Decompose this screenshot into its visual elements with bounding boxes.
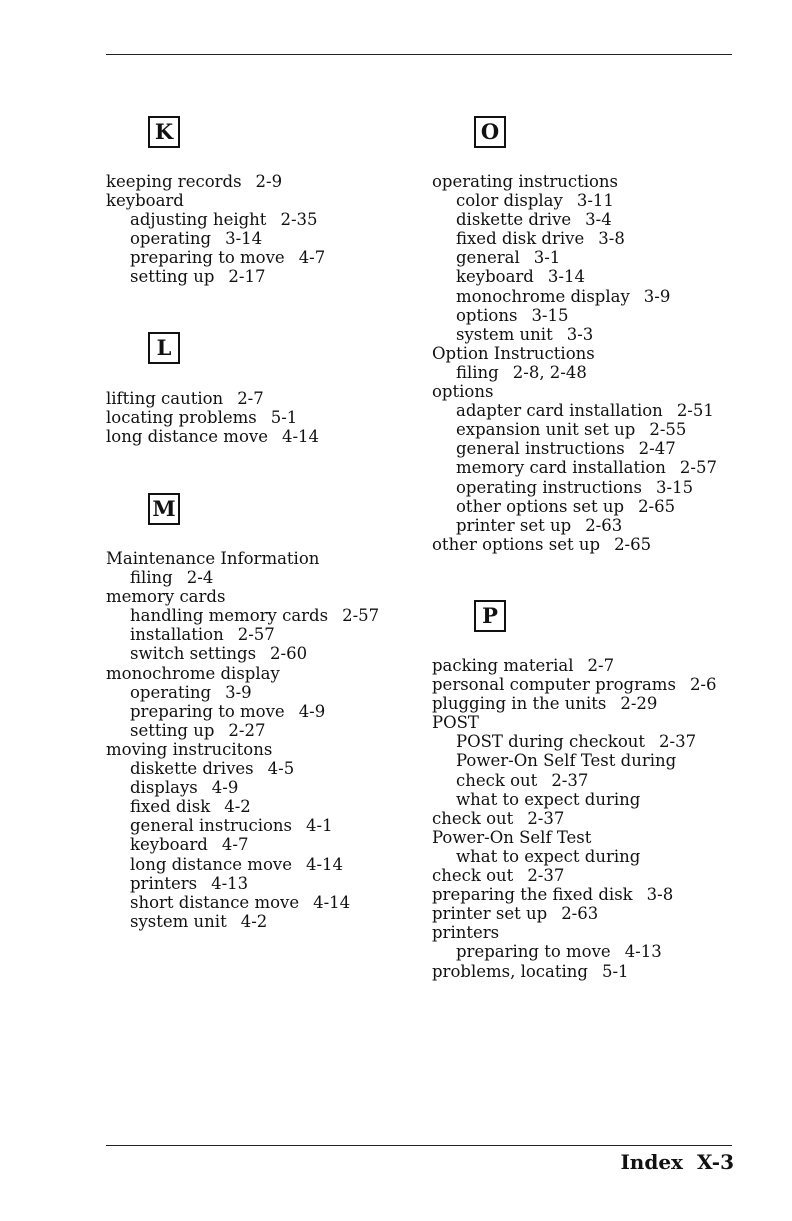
entry-page: 4-13 <box>211 873 249 893</box>
entry-term: general <box>456 248 520 268</box>
index-subentry <box>432 401 762 420</box>
entry-term: fixed disk <box>130 797 211 817</box>
index-subentry <box>106 606 436 625</box>
index-entry <box>432 962 762 981</box>
index-subentry <box>106 683 436 702</box>
index-subentry <box>432 439 762 458</box>
entry-term: monochrome display <box>106 663 280 683</box>
entry-term: diskette drives <box>130 759 254 779</box>
entry-term: moving instrucitons <box>106 739 273 759</box>
index-section-m <box>106 549 436 931</box>
entry-term: general instructions <box>456 439 625 459</box>
entry-term: other options set up <box>456 496 625 516</box>
entry-page: 3-8 <box>598 229 625 249</box>
entry-page: 4-7 <box>221 835 249 855</box>
entry-page: 4-14 <box>305 854 344 874</box>
index-subentry <box>106 797 436 816</box>
entry-page: 2-37 <box>527 808 565 828</box>
entry-term: short distance move <box>130 892 300 912</box>
entry-term: printers <box>432 923 500 943</box>
index-subentry <box>432 363 762 382</box>
entry-term: filing <box>456 362 499 382</box>
index-subentry <box>432 248 762 267</box>
entry-page: 3-9 <box>225 682 252 702</box>
entry-page: 2-7 <box>587 656 615 675</box>
index-subentry <box>432 210 762 229</box>
index-subentry <box>432 497 762 516</box>
index-section-p <box>432 656 762 981</box>
index-subentry <box>432 191 762 210</box>
entry-term: preparing to move <box>456 942 611 962</box>
index-subentry <box>432 325 762 344</box>
index-entry <box>432 923 762 942</box>
entry-term: fixed disk drive <box>456 229 585 249</box>
entry-term: keyboard <box>456 267 534 287</box>
entry-term: Maintenance Information <box>106 549 320 568</box>
entry-term: what to expect during <box>456 789 641 809</box>
entry-term: memory card installation <box>456 458 666 478</box>
index-subentry <box>106 835 436 854</box>
entry-term: adapter card installation <box>456 401 663 421</box>
entry-term: operating <box>130 229 212 249</box>
index-entry <box>432 885 762 904</box>
index-entry <box>432 172 762 191</box>
entry-page: 2-27 <box>228 720 266 740</box>
entry-page: 2-4 <box>186 568 214 588</box>
entry-term: keyboard <box>130 835 208 855</box>
entry-page: 2-37 <box>659 732 697 752</box>
index-subentry <box>106 702 436 721</box>
entry-term: setting up <box>130 267 215 287</box>
entry-page: 3-14 <box>547 267 585 287</box>
index-entry <box>432 344 762 363</box>
index-entry <box>432 713 762 732</box>
entry-page: 2-57 <box>679 458 717 478</box>
index-entry <box>432 382 762 401</box>
entry-page: 4-1 <box>306 816 333 836</box>
index-section-l <box>106 389 436 446</box>
entry-term: installation <box>130 625 224 645</box>
entry-page: 3-15 <box>656 477 694 497</box>
entry-term: printer set up <box>432 904 548 924</box>
entry-term: POST <box>432 713 479 733</box>
entry-term: keeping records <box>106 172 242 191</box>
index-section-k <box>106 172 436 287</box>
entry-page: 2-7 <box>237 389 264 408</box>
index-entry <box>432 535 762 554</box>
index-entry <box>106 427 436 446</box>
index-entry <box>106 408 436 427</box>
entry-term: setting up <box>130 720 215 740</box>
index-subentry <box>432 306 762 325</box>
index-entry <box>432 828 762 847</box>
index-section-o <box>432 172 762 554</box>
index-entry <box>106 664 436 683</box>
index-subentry <box>106 267 436 286</box>
section-letter-m: M <box>148 493 180 525</box>
entry-page: 2-57 <box>237 625 275 645</box>
index-entry <box>106 740 436 759</box>
index-subentry <box>106 248 436 267</box>
entry-term: diskette drive <box>456 210 572 230</box>
entry-term: preparing to move <box>130 701 285 721</box>
index-subentry <box>106 874 436 893</box>
entry-page: 4-9 <box>298 701 326 721</box>
entry-page: 4-7 <box>298 248 326 268</box>
index-subentry <box>106 229 436 248</box>
index-subentry <box>432 458 762 477</box>
index-subentry <box>106 721 436 740</box>
index-subentry <box>106 210 436 229</box>
index-subentry <box>432 751 762 770</box>
entry-page: 3-3 <box>566 324 594 344</box>
bottom-rule <box>106 1145 732 1146</box>
entry-page: 2-37 <box>551 770 589 790</box>
entry-term: lifting caution <box>106 389 224 408</box>
entry-term: check out <box>432 866 514 886</box>
entry-term: personal computer programs <box>432 675 676 695</box>
index-entry <box>106 549 436 568</box>
index-subentry <box>106 625 436 644</box>
index-subentry <box>432 516 762 535</box>
entry-term: filing <box>130 568 173 588</box>
entry-page: 3-8 <box>646 885 674 905</box>
index-subentry <box>106 912 436 931</box>
entry-page: 2-65 <box>614 534 652 554</box>
index-entry <box>432 809 762 828</box>
entry-term: operating instructions <box>456 477 643 497</box>
section-letter-l: L <box>148 332 180 364</box>
entry-page: 2-29 <box>620 694 658 714</box>
entry-term: operating <box>130 682 212 702</box>
index-subentry <box>106 644 436 663</box>
entry-term: preparing the fixed disk <box>432 885 633 905</box>
entry-term: POST during checkout <box>456 732 646 752</box>
page-footer <box>620 1150 734 1174</box>
entry-page: 2-6 <box>689 675 717 695</box>
entry-page: 4-14 <box>281 427 320 447</box>
index-entry <box>432 694 762 713</box>
section-letter-o: O <box>474 116 506 148</box>
entry-term: printer set up <box>456 515 572 535</box>
entry-page: 4-9 <box>211 778 239 798</box>
entry-term: keyboard <box>106 191 184 211</box>
entry-term: switch settings <box>130 644 257 664</box>
index-subentry <box>106 893 436 912</box>
entry-term: operating instructions <box>432 172 619 191</box>
entry-page: 4-2 <box>224 797 251 817</box>
footer-page-number: X-3 <box>696 1150 734 1174</box>
entry-page: 2-63 <box>561 904 599 924</box>
index-subentry <box>432 420 762 439</box>
entry-term: check out <box>456 770 538 790</box>
entry-term: other options set up <box>432 534 601 554</box>
index-subentry <box>432 847 762 866</box>
entry-page: 3-14 <box>225 229 263 249</box>
entry-page: 2-57 <box>342 606 380 626</box>
entry-term: monochrome display <box>456 286 630 306</box>
entry-page: 2-8, 2-48 <box>512 362 587 382</box>
index-subentry <box>432 732 762 751</box>
entry-page: 2-60 <box>270 644 308 664</box>
index-subentry <box>432 478 762 497</box>
entry-term: system unit <box>456 324 553 344</box>
entry-page: 5-1 <box>270 408 298 428</box>
index-entry <box>432 656 762 675</box>
entry-term: what to expect during <box>456 846 641 866</box>
entry-page: 4-2 <box>240 911 268 931</box>
index-subentry <box>432 790 762 809</box>
entry-term: Power-On Self Test during <box>456 751 677 771</box>
entry-term: problems, locating <box>432 961 588 981</box>
entry-page: 3-11 <box>576 191 614 211</box>
entry-page: 2-63 <box>585 515 623 535</box>
index-entry <box>432 866 762 885</box>
entry-term: options <box>456 305 518 325</box>
entry-page: 3-9 <box>643 286 671 306</box>
entry-page: 2-9 <box>255 172 283 191</box>
entry-term: general instrucions <box>130 816 293 836</box>
entry-term: locating problems <box>106 408 257 428</box>
index-entry <box>106 389 436 408</box>
entry-term: system unit <box>130 911 227 931</box>
entry-page: 3-1 <box>533 248 561 268</box>
entry-page: 5-1 <box>601 961 629 981</box>
entry-page: 2-47 <box>638 439 676 459</box>
entry-page: 4-5 <box>267 759 295 779</box>
entry-page: 2-51 <box>676 401 714 421</box>
entry-term: check out <box>432 808 514 828</box>
entry-page: 4-13 <box>624 942 662 962</box>
entry-page: 2-65 <box>638 496 676 516</box>
entry-term: memory cards <box>106 587 226 607</box>
index-entry <box>106 172 436 191</box>
entry-term: adjusting height <box>130 210 267 230</box>
index-subentry <box>432 287 762 306</box>
entry-term: Power-On Self Test <box>432 827 592 847</box>
entry-term: displays <box>130 778 198 798</box>
entry-term: preparing to move <box>130 248 285 268</box>
index-subentry <box>432 942 762 961</box>
index-subentry <box>106 778 436 797</box>
section-letter-k: K <box>148 116 180 148</box>
index-subentry <box>432 267 762 286</box>
entry-term: long distance move <box>130 854 292 874</box>
index-entry <box>432 675 762 694</box>
top-rule <box>106 54 732 55</box>
entry-page: 3-4 <box>585 210 612 230</box>
entry-page: 2-55 <box>649 420 687 440</box>
footer-label: Index <box>620 1150 683 1174</box>
index-entry <box>106 191 436 210</box>
index-entry <box>106 587 436 606</box>
index-subentry <box>106 759 436 778</box>
entry-term: handling memory cards <box>130 606 329 626</box>
entry-term: color display <box>456 191 563 211</box>
entry-term: Option Instructions <box>432 343 595 363</box>
entry-term: long distance move <box>106 427 268 447</box>
entry-term: expansion unit set up <box>456 420 636 440</box>
entry-term: packing material <box>432 656 574 675</box>
index-entry <box>432 904 762 923</box>
index-subentry <box>432 229 762 248</box>
section-letter-p: P <box>474 600 506 632</box>
index-subentry <box>106 816 436 835</box>
entry-page: 2-35 <box>280 210 318 230</box>
index-subentry <box>106 568 436 587</box>
entry-page: 4-14 <box>313 892 351 912</box>
entry-page: 2-17 <box>228 267 266 287</box>
index-subentry <box>432 771 762 790</box>
entry-page: 3-15 <box>531 305 569 325</box>
index-subentry <box>106 855 436 874</box>
entry-term: plugging in the units <box>432 694 607 714</box>
entry-term: printers <box>130 873 198 893</box>
entry-term: options <box>432 382 494 402</box>
entry-page: 2-37 <box>527 866 565 886</box>
